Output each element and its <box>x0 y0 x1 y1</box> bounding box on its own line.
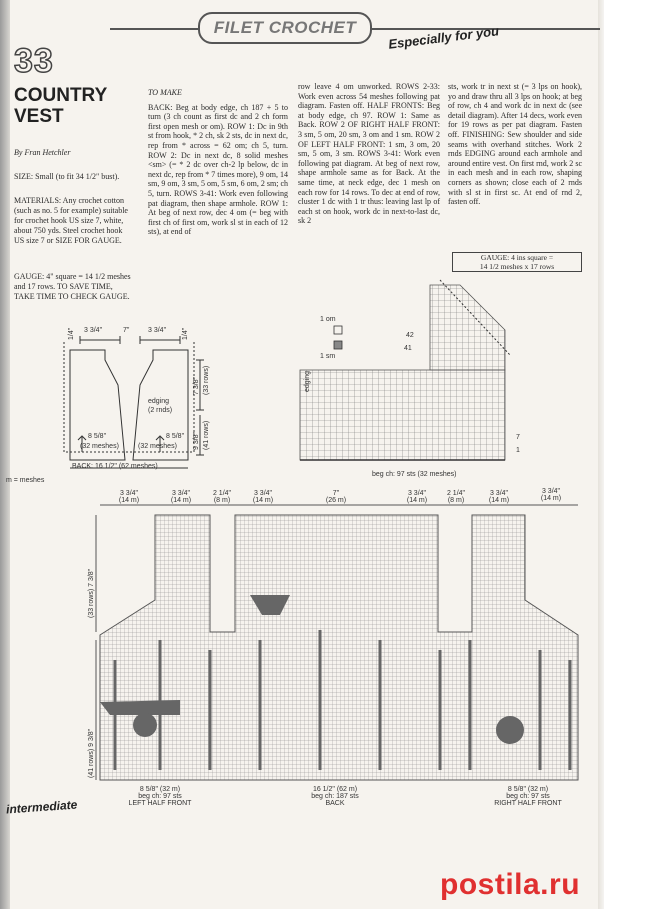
chart-top-8-a: 3 3/4" <box>489 490 509 497</box>
detail-row-41: 41 <box>404 345 412 352</box>
schematic-top-1: 3 3/4" <box>84 327 103 334</box>
schematic-right-half-2: (32 meshes) <box>138 443 177 450</box>
chart-top-2 <box>160 490 202 504</box>
detail-row-1: 1 <box>516 447 520 454</box>
chart-bottom-right-b: beg ch: 97 sts <box>506 793 550 800</box>
tagline: Especially for you <box>387 23 500 52</box>
chart-top-9-b: (14 m) <box>540 495 562 502</box>
detail-row-7: 7 <box>516 434 520 441</box>
chart-top-3-b: (8 m) <box>213 497 231 504</box>
motif-duck-right <box>496 716 524 744</box>
chart-bottom-left-a: 8 5/8" (32 m) <box>139 786 181 793</box>
chart-bottom-left-c: LEFT HALF FRONT <box>128 800 192 807</box>
chart-bottom-back-c: BACK <box>325 800 345 807</box>
chart-top-3 <box>204 490 240 504</box>
motif-bird-body-left <box>100 700 180 715</box>
detail-legend-1: 1 om <box>320 316 336 323</box>
chart-bottom-right-c: RIGHT HALF FRONT <box>494 800 562 807</box>
schematic-edging-2: (2 rnds) <box>148 407 173 414</box>
chart-bottom-left <box>120 786 200 807</box>
chart-left-bottom: (41 rows) 9 3/8" <box>88 728 95 778</box>
schematic-side-a: 1/4" <box>68 327 75 340</box>
chart-top-7-b: (8 m) <box>447 497 465 504</box>
chart-top-4-a: 3 3/4" <box>253 490 273 497</box>
chart-top-8-b: (14 m) <box>488 497 510 504</box>
chart-bottom-right <box>478 786 578 807</box>
chart-top-5 <box>315 490 357 504</box>
chart-top-4-b: (14 m) <box>252 497 274 504</box>
schematic-top-2: 7" <box>123 327 130 334</box>
detail-edging-label: edging <box>304 370 311 392</box>
chart-top-6-b: (14 m) <box>406 497 428 504</box>
chart-bottom-back-a: 16 1/2" (62 m) <box>312 786 358 793</box>
chart-top-6 <box>396 490 438 504</box>
gauge-box-line-1: GAUGE: 4 ins square = <box>480 253 554 262</box>
watermark: postila.ru <box>440 868 581 901</box>
instructions-text-1: BACK: Beg at body edge, ch 187 + 5 to turn (3 ch count as first dc and 2 ch form first open mesh or om). ROW 1: Dc in 9th st from hook, * 2 ch, sk 2 sts, dc in next dc, rep from * across = 62 om; ch 5, turn. ROW 2: Dc in next dc, 8 solid meshes <sm> (= * 2 dc over ch-2 lp below, dc in next dc, rep from * 7 times more), 9 om, 14 sm, 9 om, 3 sm, 5 om, 5 sm, 6 om, 2 sm; ch 5, turn. ROWS 3-41: Work even following pat diagram, then shape armhole. ROW 1: At beg of next row, dec 4 om (= beg with first ch of first om, work sl st in each of 12 sts), at end of <box>148 102 288 237</box>
detail-row-42: 42 <box>406 332 414 339</box>
title-line-2: VEST <box>14 106 64 127</box>
chart-left-top: (33 rows) 7 3/8" <box>88 568 95 618</box>
schematic-back: BACK: 16 1/2" (62 meshes) <box>72 463 158 470</box>
meshes-note: m = meshes <box>6 477 45 484</box>
chart-top-1-b: (14 m) <box>118 497 140 504</box>
chart-bottom-back <box>290 786 380 807</box>
chart-top-1 <box>108 490 150 504</box>
section-banner: FILET CROCHET <box>198 12 372 44</box>
schematic-edging: edging <box>148 398 170 405</box>
materials-text: MATERIALS: Any crochet cotton (such as no. 5 for example) suitable for crochet hook US size 7, white, about 750 yds. Steel crochet hook US size 7 or SIZE FOR GAUGE. <box>14 196 128 245</box>
schematic-side-b: 1/4" <box>182 327 189 340</box>
detail-beg: beg ch: 97 sts (32 meshes) <box>372 471 457 478</box>
chart-top-9 <box>530 488 572 502</box>
chart-top-5-b: (26 m) <box>325 497 347 504</box>
chart-top-2-a: 3 3/4" <box>171 490 191 497</box>
gauge-text: GAUGE: 4" square = 14 1/2 meshes and 17 rows. TO SAVE TIME, TAKE TIME TO CHECK GAUGE. <box>14 272 131 301</box>
pattern-number: 33 <box>14 42 54 80</box>
to-make-heading: TO MAKE <box>148 88 182 97</box>
chart-top-3-a: 2 1/4" <box>212 490 232 497</box>
gauge-box-line-2: 14 1/2 meshes x 17 rows <box>479 262 555 271</box>
chart-top-7 <box>438 490 474 504</box>
chart-top-4 <box>242 490 284 504</box>
byline: By Fran Hetchler <box>14 148 71 157</box>
title-line-1: COUNTRY <box>14 85 108 106</box>
schematic-right-half: 8 5/8" <box>166 433 185 440</box>
difficulty-badge: intermediate <box>5 797 78 817</box>
schematic-left-half: 8 5/8" <box>88 433 107 440</box>
chart-bottom-right-a: 8 5/8" (32 m) <box>507 786 549 793</box>
schematic-left-half-2: (32 meshes) <box>80 443 119 450</box>
chart-top-1-a: 3 3/4" <box>119 490 139 497</box>
schematic-right-1b: (33 rows) <box>203 365 210 395</box>
chart-top-5-a: 7" <box>332 490 340 497</box>
chart-top-6-a: 3 3/4" <box>407 490 427 497</box>
chart-top-7-a: 2 1/4" <box>446 490 466 497</box>
chart-bottom-back-b: beg ch: 187 sts <box>311 793 359 800</box>
schematic-top-3: 3 3/4" <box>148 327 167 334</box>
instructions-text-2: row leave 4 om unworked. ROWS 2-33: Work even across 54 meshes following pat diagram. Fasten off. HALF FRONTS: Beg at body edge, ch 97. ROW 1: Same as Back. ROW 2 OF RIGHT HALF FRONT: 3 sm, 5 om, 20 sm, 3 om and 1 sm. ROW 2 OF LEFT HALF FRONT: 1 sm, 3 om, 20 sm, 5 om, 3 sm. ROWS 3-41: Work even following pat diagram. At beg of next row, shape armhole same as for Back. At the same time, at neck edge, dec 1 mesh on each row for 14 rows. To dec at end of row, cluster 1 dc with 1 tr thus: leaving last lp of each st on hook, work dc in next-to-last dc, sk 2 <box>298 82 440 226</box>
schematic-right-2b: (41 rows) <box>203 420 210 450</box>
instructions-text-3: sts, work tr in next st (= 3 lps on hook), yo and draw thru all 3 lps on hook; at beg of row, ch 4 and work dc in next dc (see detail diagram). After 14 decs, work even for 19 rows as per pat diagram. Fasten off. FINISHING: Sew shoulder and side seams with overhand stitches. Work 2 rnds EDGING around each armhole and around entire vest. On first rnd, work 2 sc in each mesh and in each row, shaping corners as shown; close each of 2 rnds with sl st in first sc. At end of rnd 2, fasten off. <box>448 82 582 207</box>
schematic-right-1: 7 3/8" <box>193 376 200 395</box>
detail-legend-2: 1 sm <box>320 353 336 360</box>
motif-duck-left <box>133 713 157 737</box>
size-text: SIZE: Small (to fit 34 1/2" bust). <box>14 172 120 181</box>
chart-top-9-a: 3 3/4" <box>541 488 561 495</box>
chart-top-8 <box>478 490 520 504</box>
schematic-right-2: 9 3/8" <box>193 431 200 450</box>
chart-bottom-left-b: beg ch: 97 sts <box>138 793 182 800</box>
chart-top-2-b: (14 m) <box>170 497 192 504</box>
